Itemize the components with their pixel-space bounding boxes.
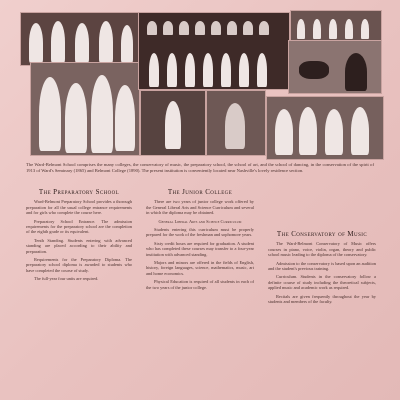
photo-students-standing-group bbox=[20, 12, 140, 66]
column-conservatory bbox=[268, 188, 376, 307]
photo-students-with-rackets bbox=[266, 96, 384, 160]
paragraph: Sixty credit hours are required for graduation. A student who has completed these courses may transfer to a four-year institution with advanced standing. bbox=[146, 240, 254, 257]
paragraph: The Ward-Belmont Conservatory of Music offers courses in piano, voice, violin, organ, theory and public school music leading to the diploma of the conservatory. bbox=[268, 241, 376, 258]
column-junior-college bbox=[146, 188, 254, 293]
photo-tennis-player bbox=[140, 90, 206, 156]
paragraph: Preparatory School Entrance. The admission requirements for the preparatory school are the completion of the eighth grade or its equivalent. bbox=[26, 218, 132, 235]
paragraph: The full-year four units are required. bbox=[34, 276, 99, 282]
column-preparatory-school bbox=[26, 188, 132, 285]
paragraph: Majors and minors are offered in the fields of English, history, foreign languages, science, mathematics, music, art and home economics. bbox=[146, 260, 254, 276]
paragraph: Physical Education is required of all students in each of the two years of the junior college. bbox=[146, 279, 254, 290]
paragraph: Requirements for the Preparatory Diploma. The preparatory school diploma is awarded to students who have completed the course of study. bbox=[26, 257, 132, 273]
paragraph: Curriculum. Students in the conservatory follow a definite course of study including the theoretical subjects, applied music and academic work as required. bbox=[268, 274, 376, 291]
heading-conservatory-of-music: The Conservatory of Music bbox=[276, 230, 368, 238]
photo-choir-group bbox=[138, 12, 290, 90]
paragraph: Admission to the conservatory is based upon an audition and the student's previous training. bbox=[268, 260, 376, 272]
paragraph: Tenth Standing. Students entering with advanced standing are placed according to their ability and preparation. bbox=[26, 237, 132, 254]
photo-student-seated bbox=[206, 90, 266, 156]
photo-horseback-riding bbox=[288, 40, 382, 94]
photo-gymnasium-group bbox=[290, 10, 382, 42]
paragraph: Recitals are given frequently throughout the year by students and members of the faculty. bbox=[268, 293, 376, 305]
heading-junior-college: The Junior College bbox=[167, 188, 233, 196]
subheading: General Liberal Arts and Science Curriculum bbox=[158, 218, 242, 224]
photo-graduates-in-gowns bbox=[30, 62, 140, 156]
paragraph: There are two years of junior college work offered by the General Liberal Arts and Science Curriculum and several in which the diploma may be obtained. bbox=[146, 199, 254, 216]
collage-caption: The Ward-Belmont School comprises the many colleges, the conservatory of music, the preparatory school, the school of art, and the school of dancing, in the conservation of the spirit of 1913 of Ward's Seminary (1865) and Belmont College (1890). The present institution is conveniently located near Nashville's lovely residence section. bbox=[26, 162, 374, 173]
heading-preparatory-school: The Preparatory School bbox=[38, 188, 120, 196]
paragraph: Ward-Belmont Preparatory School provides a thorough preparation for all the usual college entrance requirements and for girls who complete the course here. bbox=[26, 199, 132, 216]
paragraph: Students entering this curriculum must be properly prepared for the work of the freshman and sophomore years. bbox=[146, 227, 254, 238]
